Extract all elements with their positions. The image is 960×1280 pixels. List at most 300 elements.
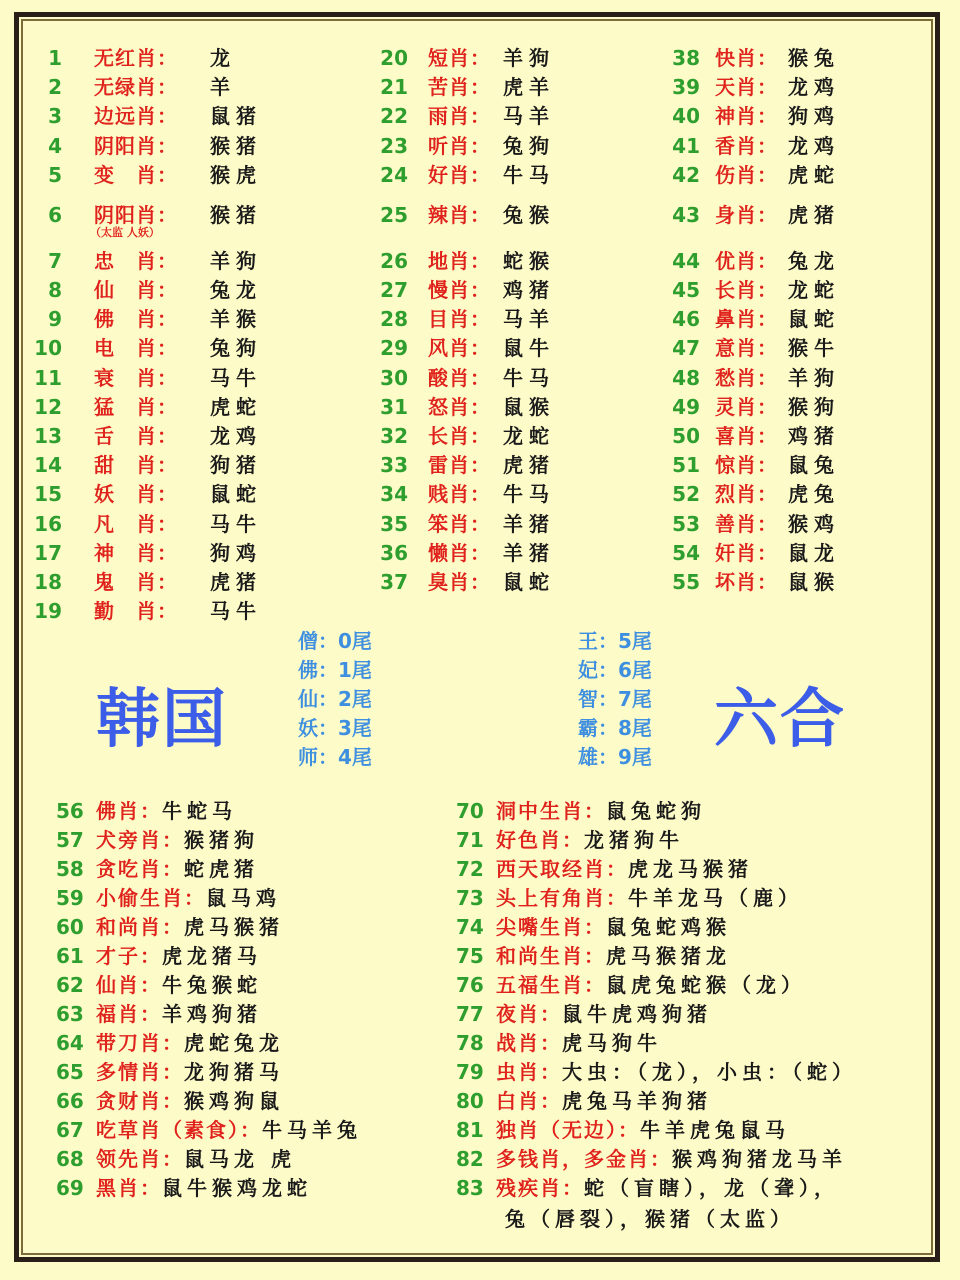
- item-label: 听肖：: [428, 133, 491, 158]
- col2-row: [368, 44, 648, 73]
- tail-key: 智：: [578, 687, 618, 711]
- item-value: 鼠猴: [503, 394, 555, 419]
- item-label: 臭肖：: [428, 570, 491, 594]
- item-value: 猴猪: [210, 133, 262, 158]
- item-value: 牛马: [503, 365, 555, 390]
- col2-row: [368, 422, 648, 451]
- item-value: 猴狗: [788, 394, 840, 419]
- item-label: 犬旁肖：: [96, 828, 184, 852]
- item-number: 4: [48, 133, 62, 158]
- item-number: 59: [56, 886, 84, 910]
- col1-row: [22, 161, 302, 190]
- item-label: 尖嘴生肖：: [496, 915, 606, 939]
- tail-value: 3尾: [338, 716, 372, 740]
- item-value: 鼠牛: [503, 336, 555, 361]
- item-label: 怒肖：: [428, 394, 491, 419]
- item-label: 地肖：: [428, 248, 491, 273]
- col1-row: [22, 132, 302, 161]
- item-entry: [96, 826, 259, 855]
- item-number: 35: [380, 511, 408, 536]
- item-label: 仙 肖：: [94, 278, 178, 302]
- item-value: 羊狗: [503, 46, 555, 70]
- item-number: 83: [456, 1176, 484, 1200]
- item-entry: [496, 971, 806, 1000]
- item-label: 长肖：: [428, 424, 491, 448]
- item-value: 羊狗: [788, 365, 840, 390]
- item-label: 黑肖：: [96, 1176, 162, 1200]
- item-value: 大虫：（龙），小虫：（蛇）: [562, 1060, 857, 1084]
- item-value: 虎蛇: [210, 394, 262, 419]
- tail-value: 6尾: [618, 658, 652, 682]
- col1-row: [22, 44, 302, 73]
- item-value: 虎兔马羊狗猪: [562, 1089, 712, 1113]
- item-number: 58: [56, 857, 84, 881]
- item-label: 妖 肖：: [94, 482, 178, 507]
- col3-row: [660, 161, 940, 190]
- col1-row: [22, 451, 302, 480]
- item-label: 多情肖：: [96, 1060, 184, 1084]
- item-label: 夜肖：: [496, 1002, 562, 1026]
- item-value: 鸡猪: [503, 278, 555, 302]
- item-entry: [96, 1029, 284, 1058]
- item-label: 奸肖：: [715, 540, 778, 565]
- item-number: 63: [56, 1002, 84, 1026]
- item-number: 76: [456, 973, 484, 997]
- col3-row: [660, 451, 940, 480]
- col1-row: [22, 364, 302, 393]
- item-entry: [496, 1145, 847, 1174]
- item-label: 目肖：: [428, 307, 491, 332]
- item-number: 50: [672, 424, 700, 448]
- col1-row: [22, 597, 302, 626]
- item-value: 鼠蛇: [503, 570, 555, 594]
- item-label: 才子：: [96, 944, 162, 968]
- item-label: 灵肖：: [715, 394, 778, 419]
- item-label: 佛肖：: [96, 799, 162, 823]
- item-value: 鼠牛猴鸡龙蛇: [162, 1176, 312, 1200]
- item-label: 小偷生肖：: [96, 886, 206, 910]
- item-number: 29: [380, 336, 408, 361]
- item-number: 71: [456, 828, 484, 852]
- item-number: 23: [380, 133, 408, 158]
- col2-row: [368, 201, 648, 230]
- item-value: 鼠兔: [788, 453, 840, 478]
- item-value: 龙蛇: [788, 278, 840, 302]
- item-label: 舌 肖：: [94, 424, 178, 448]
- item-number: 45: [672, 278, 700, 302]
- tails_left-item: [298, 627, 372, 656]
- item-label: 风肖：: [428, 336, 491, 361]
- tails_left-item: [298, 685, 372, 714]
- item-value: 鼠马鸡: [206, 886, 281, 910]
- item-number: 28: [380, 307, 408, 332]
- item-value: 猴猪狗: [184, 828, 259, 852]
- col1-row: [22, 201, 302, 239]
- item-label: 和尚肖：: [96, 915, 184, 939]
- tail-key: 霸：: [578, 716, 618, 740]
- item-value: 牛羊龙马（鹿）: [628, 886, 803, 910]
- col2-row: [368, 305, 648, 334]
- item-label: 坏肖：: [715, 570, 778, 594]
- tail-value: 8尾: [618, 716, 652, 740]
- item-number: 38: [672, 46, 700, 70]
- item-entry: [496, 826, 684, 855]
- item-label: 笨肖：: [428, 511, 491, 536]
- item-entry: [496, 1174, 839, 1203]
- item-number: 62: [56, 973, 84, 997]
- item-value: 牛蛇马: [162, 799, 237, 823]
- col2-row: [368, 568, 648, 597]
- item-value: 虎羊: [503, 75, 555, 100]
- item-entry: [496, 797, 706, 826]
- item-label: 懒肖：: [428, 540, 491, 565]
- tail-value: 5尾: [618, 629, 652, 653]
- item-entry: [496, 1087, 712, 1116]
- item-label: 独肖（无边）：: [496, 1118, 640, 1142]
- item-number: 44: [672, 248, 700, 273]
- item-label: 喜肖：: [715, 424, 778, 448]
- item-value: 虎龙马猴猪: [628, 857, 753, 881]
- item-entry: [96, 1174, 312, 1203]
- item-number: 17: [34, 540, 62, 565]
- item-label: 神肖：: [715, 104, 778, 129]
- col1-row: [22, 568, 302, 597]
- tail-key: 妃：: [578, 658, 618, 682]
- item-label: 无绿肖：: [94, 75, 178, 100]
- item-number: 1: [48, 46, 62, 70]
- item-label: 酸肖：: [428, 365, 491, 390]
- tail-key: 仙：: [298, 687, 338, 711]
- item-number: 55: [672, 570, 700, 594]
- item-value: 牛马: [503, 162, 555, 187]
- item-number: 74: [456, 915, 484, 939]
- item-value: 猴虎: [210, 162, 262, 187]
- tails_right-item: [578, 656, 652, 685]
- item-value: 鼠牛虎鸡狗猪: [562, 1002, 712, 1026]
- item-label: 雨肖：: [428, 104, 491, 129]
- item-entry: [96, 913, 284, 942]
- item-label: 无红肖：: [94, 46, 178, 70]
- item-number: 24: [380, 162, 408, 187]
- item-number: 82: [456, 1147, 484, 1171]
- item-entry: [96, 884, 281, 913]
- item-number: 7: [48, 248, 62, 273]
- item-value: 龙狗猪马: [184, 1060, 284, 1084]
- item-value: 虎猪: [210, 570, 262, 594]
- item-number: 81: [456, 1118, 484, 1142]
- item-label: 忠 肖：: [94, 248, 178, 273]
- col2-row: [368, 510, 648, 539]
- item-number: 43: [672, 202, 700, 227]
- col1-row: [22, 247, 302, 276]
- item-number: 14: [34, 453, 62, 478]
- item-number: 73: [456, 886, 484, 910]
- item-number: 32: [380, 424, 408, 448]
- item-number: 60: [56, 915, 84, 939]
- item-value: 马羊: [503, 307, 555, 332]
- item-label: 凡 肖：: [94, 511, 178, 536]
- item-entry: [96, 1000, 262, 1029]
- item-number: 65: [56, 1060, 84, 1084]
- col3-row: [660, 132, 940, 161]
- item-entry: [496, 884, 803, 913]
- item-number: 15: [34, 482, 62, 507]
- col3-row: [660, 44, 940, 73]
- item-label: 苦肖：: [428, 75, 491, 100]
- col1-row: [22, 480, 302, 509]
- item-value: 鼠蛇: [788, 307, 840, 332]
- tail-key: 妖：: [298, 716, 338, 740]
- tail-value: 0尾: [338, 629, 372, 653]
- item-entry: [96, 1087, 284, 1116]
- col2-row: [368, 276, 648, 305]
- item-label: 佛 肖：: [94, 307, 178, 332]
- item-value: 羊鸡狗猪: [162, 1002, 262, 1026]
- item-number: 41: [672, 133, 700, 158]
- item-label: 雷肖：: [428, 453, 491, 478]
- item-number: 27: [380, 278, 408, 302]
- item-value: 虎兔: [788, 482, 840, 507]
- item-number: 72: [456, 857, 484, 881]
- item-label: 快肖：: [715, 46, 778, 70]
- item-value: 虎马狗牛: [562, 1031, 662, 1055]
- item-value: 龙鸡: [788, 75, 840, 100]
- item-number: 20: [380, 46, 408, 70]
- tail-value: 9尾: [618, 745, 652, 769]
- item-number: 68: [56, 1147, 84, 1171]
- item-value: 马牛: [210, 599, 262, 624]
- item-label: 意肖：: [715, 336, 778, 361]
- item-label: 神 肖：: [94, 540, 178, 565]
- item-label: 惊肖：: [715, 453, 778, 478]
- item-number: 79: [456, 1060, 484, 1084]
- item-label: 愁肖：: [715, 365, 778, 390]
- item-label: 战肖：: [496, 1031, 562, 1055]
- item-value: 蛇猴: [503, 248, 555, 273]
- item-entry: [496, 1029, 662, 1058]
- item-entry: [96, 1145, 296, 1174]
- item-label: 伤肖：: [715, 162, 778, 187]
- item-number: 16: [34, 511, 62, 536]
- item-number: 80: [456, 1089, 484, 1113]
- item-number: 40: [672, 104, 700, 129]
- item-label: 阴阳肖：: [94, 133, 178, 158]
- item-number: 53: [672, 511, 700, 536]
- item-value: 蛇虎猪: [184, 857, 259, 881]
- item-value: 猴鸡狗鼠: [184, 1089, 284, 1113]
- item-number: 48: [672, 365, 700, 390]
- item-value: 虎马猴猪龙: [606, 944, 731, 968]
- item-number: 11: [34, 365, 62, 390]
- item-label: 西天取经肖：: [496, 857, 628, 881]
- tail-key: 雄：: [578, 745, 618, 769]
- item-label: 头上有角肖：: [496, 886, 628, 910]
- item-number: 5: [48, 162, 62, 187]
- item-label: 虫肖：: [496, 1060, 562, 1084]
- col3-row: [660, 422, 940, 451]
- item-label: 香肖：: [715, 133, 778, 158]
- item-number: 46: [672, 307, 700, 332]
- item-entry: [96, 1116, 362, 1145]
- tail-key: 王：: [578, 629, 618, 653]
- col3-row: [660, 201, 940, 230]
- item-number: 69: [56, 1176, 84, 1200]
- item-value: 猴猪: [210, 202, 262, 227]
- item-value: 羊狗: [210, 248, 262, 273]
- col2-row: [368, 161, 648, 190]
- item-label: 善肖：: [715, 511, 778, 536]
- item-value: 马羊: [503, 104, 555, 129]
- item-entry: [496, 1000, 712, 1029]
- item-entry: [496, 1116, 790, 1145]
- item-number: 64: [56, 1031, 84, 1055]
- item-number: 6: [48, 202, 62, 227]
- item-label: 五福生肖：: [496, 973, 606, 997]
- item-label: 多钱肖，多金肖：: [496, 1147, 672, 1171]
- item-number: 77: [456, 1002, 484, 1026]
- item-number: 26: [380, 248, 408, 273]
- item-label: 烈肖：: [715, 482, 778, 507]
- item-label: 慢肖：: [428, 278, 491, 302]
- item-value: 虎蛇兔龙: [184, 1031, 284, 1055]
- tails_right-item: [578, 714, 652, 743]
- item-value: 狗猪: [210, 453, 262, 478]
- item-value: 虎龙猪马: [162, 944, 262, 968]
- item-value: 狗鸡: [788, 104, 840, 129]
- item-number: 31: [380, 394, 408, 419]
- item-number: 10: [34, 336, 62, 361]
- col2-row: [368, 247, 648, 276]
- item-label: 贪财肖：: [96, 1089, 184, 1113]
- item-number: 70: [456, 799, 484, 823]
- col2-row: [368, 539, 648, 568]
- col1-row: [22, 393, 302, 422]
- item-label: 带刀肖：: [96, 1031, 184, 1055]
- item-number: 75: [456, 944, 484, 968]
- col5-continuation: [505, 1205, 795, 1234]
- col1-row: [22, 539, 302, 568]
- item-number: 66: [56, 1089, 84, 1113]
- col2-row: [368, 393, 648, 422]
- col1-row: [22, 305, 302, 334]
- item-entry: [496, 855, 753, 884]
- item-value: 龙鸡: [788, 133, 840, 158]
- item-value: 牛羊虎兔鼠马: [640, 1118, 790, 1142]
- item-label: 变 肖：: [94, 162, 178, 187]
- item-number: 33: [380, 453, 408, 478]
- item-value: 猴鸡狗猪龙马羊: [672, 1147, 847, 1171]
- item-value: 鼠猴: [788, 570, 840, 594]
- item-label: 短肖：: [428, 46, 491, 70]
- item-label: 衰 肖：: [94, 365, 178, 390]
- item-number: 2: [48, 75, 62, 100]
- item-value: 龙蛇: [503, 424, 555, 448]
- item-number: 51: [672, 453, 700, 478]
- item-number: 42: [672, 162, 700, 187]
- item-number: 56: [56, 799, 84, 823]
- item-value: 马牛: [210, 511, 262, 536]
- tail-value: 2尾: [338, 687, 372, 711]
- tail-value: 7尾: [618, 687, 652, 711]
- item-value: 兔狗: [503, 133, 555, 158]
- item-value: 猴牛: [788, 336, 840, 361]
- item-value: 鼠虎兔蛇猴（龙）: [606, 973, 806, 997]
- col3-row: [660, 568, 940, 597]
- item-value: 牛马羊兔: [262, 1118, 362, 1142]
- item-number: 8: [48, 278, 62, 302]
- item-label: 猛 肖：: [94, 394, 178, 419]
- col1-row: [22, 276, 302, 305]
- tail-key: 师：: [298, 745, 338, 769]
- col2-row: [368, 364, 648, 393]
- item-label: 和尚生肖：: [496, 944, 606, 968]
- item-value: 鼠龙: [788, 540, 840, 565]
- item-number: 9: [48, 307, 62, 332]
- item-number: 22: [380, 104, 408, 129]
- item-label: 好肖：: [428, 162, 491, 187]
- item-value: 龙猪狗牛: [584, 828, 684, 852]
- col3-row: [660, 247, 940, 276]
- item-label: 吃草肖（素食）：: [96, 1118, 262, 1142]
- col2-row: [368, 132, 648, 161]
- col3-row: [660, 305, 940, 334]
- item-entry: [496, 1058, 857, 1087]
- col3-row: [660, 539, 940, 568]
- item-number: 12: [34, 394, 62, 419]
- item-number: 3: [48, 104, 62, 129]
- item-value: 猴鸡: [788, 511, 840, 536]
- item-number: 13: [34, 424, 62, 448]
- item-number: 36: [380, 540, 408, 565]
- col1-row: [22, 102, 302, 131]
- item-value: 鼠兔蛇鸡猴: [606, 915, 731, 939]
- col3-row: [660, 480, 940, 509]
- item-label: 领先肖：: [96, 1147, 184, 1171]
- item-value: 鼠兔蛇狗: [606, 799, 706, 823]
- item-value: 狗鸡: [210, 540, 262, 565]
- item-label: 贱肖：: [428, 482, 491, 507]
- item-entry: [96, 971, 262, 1000]
- item-number: 19: [34, 599, 62, 624]
- tails_right-item: [578, 685, 652, 714]
- title-right: 六合: [714, 683, 846, 757]
- col3-row: [660, 510, 940, 539]
- col1-row: [22, 334, 302, 363]
- col2-row: [368, 480, 648, 509]
- item-value: 兔龙: [788, 248, 840, 273]
- col3-row: [660, 73, 940, 102]
- item-number: 34: [380, 482, 408, 507]
- col2-row: [368, 334, 648, 363]
- item-label: 鬼 肖：: [94, 570, 178, 594]
- tail-value: 1尾: [338, 658, 372, 682]
- item-label: 残疾肖：: [496, 1176, 584, 1200]
- tails_left-item: [298, 743, 372, 772]
- item-label: 阴阳肖：: [94, 202, 178, 227]
- item-number: 37: [380, 570, 408, 594]
- col3-row: [660, 276, 940, 305]
- item-value: 龙: [210, 46, 236, 70]
- item-value: 牛兔猴蛇: [162, 973, 262, 997]
- tails_right-item: [578, 743, 652, 772]
- item-value: 虎蛇: [788, 162, 840, 187]
- item-entry: [496, 942, 731, 971]
- item-value: 鼠猪: [210, 104, 262, 129]
- col2-row: [368, 451, 648, 480]
- item-number: 21: [380, 75, 408, 100]
- item-label: 天肖：: [715, 75, 778, 100]
- item-entry: [96, 942, 262, 971]
